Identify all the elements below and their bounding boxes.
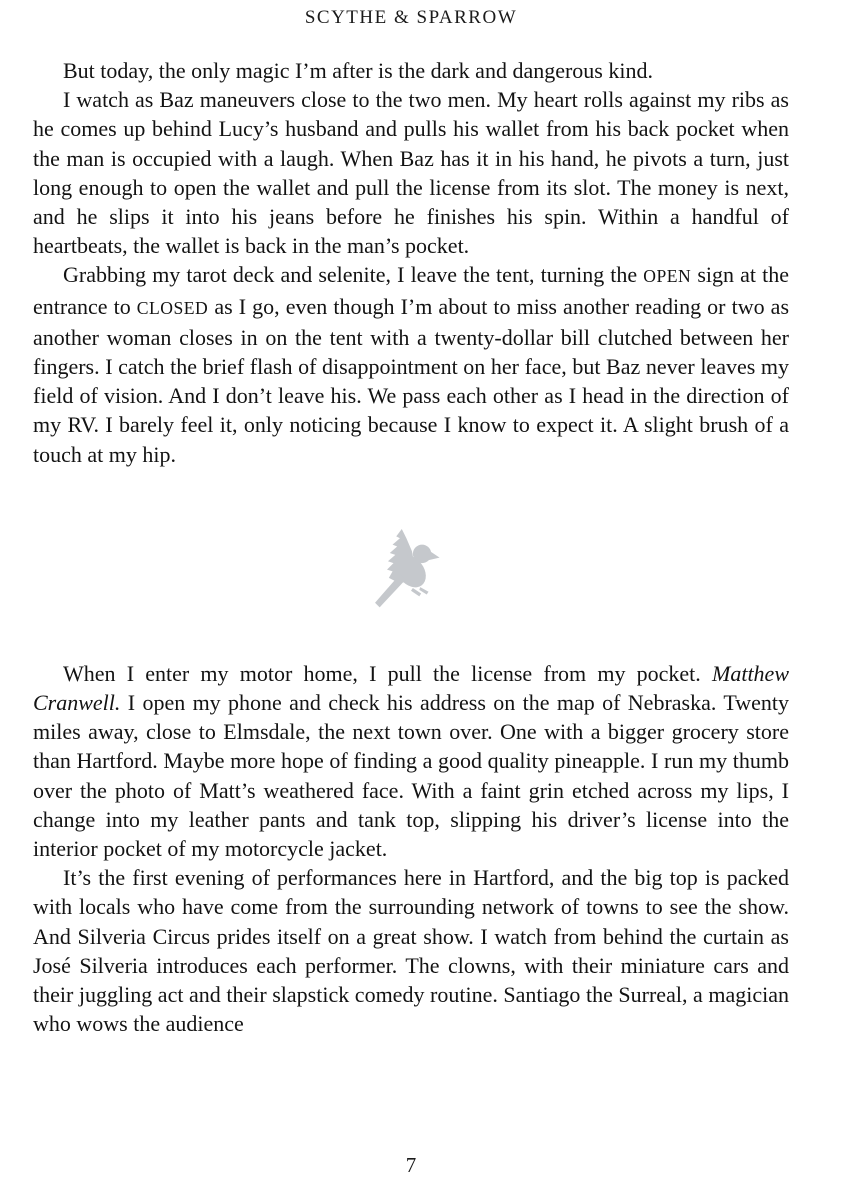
smallcaps-open-sign: OPEN [643, 266, 692, 287]
italic-name-segment: Matthew Cranwell. [33, 660, 789, 716]
paragraph [33, 260, 789, 468]
paragraph: It’s the first evening of performances here in Hartford, and the big top is packed with locals who have come from the surrounding network of towns to see the show. And Silveria Circus prides itself on a great show. I watch from behind the curtain as José Silveria introduces each performer. The clowns, with their miniature cars and their juggling act and their slapstick comedy routine. Santiago the Surreal, a magician who wows the audience [33, 865, 789, 1037]
text-segment: sign at the entrance to [33, 262, 789, 319]
paragraph [33, 659, 789, 863]
paragraph: But today, the only magic I’m after is the dark and dangerous kind. [63, 58, 653, 83]
sparrow-beak [428, 551, 440, 561]
scene-break-ornament [33, 469, 789, 659]
sparrow-feet [411, 587, 429, 596]
running-header: SCYTHE & SPARROW [304, 7, 518, 28]
text-segment: When I enter my motor home, I pull the license from my pocket. [63, 660, 712, 686]
sparrow-icon [374, 529, 448, 612]
smallcaps-closed-sign: CLOSED [136, 297, 209, 318]
text-segment: I open my phone and check his address on the map of Nebraska. Twenty miles away, close to Elmsdale, the next town over. One with a bigger grocery store than Hartford. Maybe more hope of finding a good quality pineapple. I run my thumb over the photo of Matt’s weathered face. With a faint grin etched across my lips, I change into my leather pants and tank top, slipping his driver’s license into the interior pocket of my motorcycle jacket. [33, 690, 789, 862]
paragraph: I watch as Baz maneuvers close to the two men. My heart rolls against my ribs as he comes up behind Lucy’s husband and pulls his wallet from his back pocket when the man is occupied with a laugh. When Baz has it in his hand, he pivots a turn, just long enough to open the wallet and pull the license from its slot. The money is next, and he slips it into his jeans before he finishes his spin. Within a handful of heartbeats, the wallet is back in the man’s pocket. [33, 87, 789, 259]
sparrow-tail [375, 575, 405, 608]
page-body [33, 56, 789, 1038]
text-segment: as I go, even though I’m about to miss another reading or two as another woman closes in on the tent with a twenty-dollar bill clutched between her fingers. I catch the brief flash of disappointment on her face, but Baz never leaves my field of vision. And I don’t leave his. We pass each other as I head in the direction of my RV. I barely feel it, only noticing because I know to expect it. A slight brush of a touch at my hip. [33, 293, 790, 467]
page-number: 7 [405, 1153, 417, 1177]
text-segment: Grabbing my tarot deck and selenite, I leave the tent, turning the [63, 262, 644, 288]
